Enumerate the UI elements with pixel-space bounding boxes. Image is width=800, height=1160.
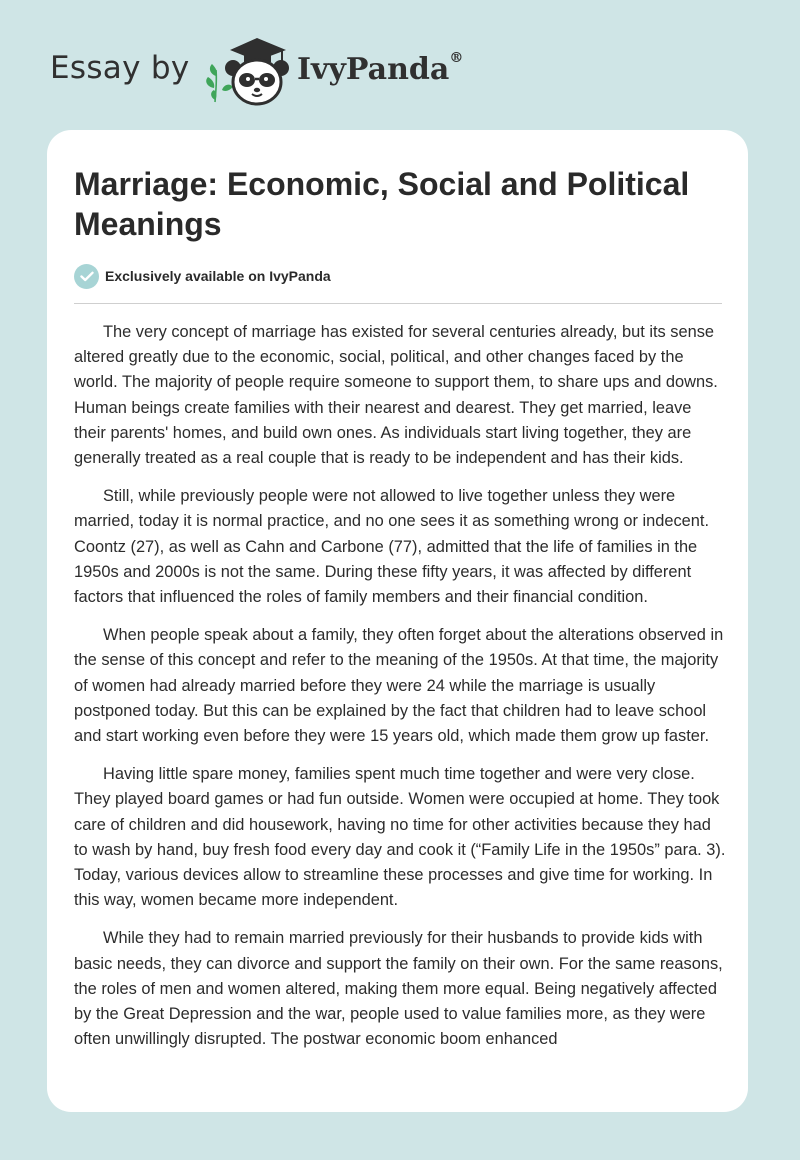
essay-by-label: Essay by [50, 50, 190, 86]
essay-card [47, 130, 748, 1112]
paragraph: Having little spare money, families spent much time together and were very close. They played board games or had fun outside. Women were occupied at home. They took care of children and did housework, having no time for other activities because they had to wash by hand, buy fresh food every day and cook it (“Family Life in the 1950s” para. 3). Today, various devices allow to streamline these processes and give time for working. In this way, women became more independent. [74, 765, 726, 910]
check-icon [74, 264, 99, 289]
paragraph: While they had to remain married previously for their husbands to provide kids with basic needs, they can divorce and support the family on their own. For the same reasons, the roles of men and women altered, making them more equal. Being negatively affected by the Great Depression and the war, people used to value families more, as they were often unwillingly disrupted. The postwar economic boom enhanced [74, 929, 723, 1049]
brand-text: IvyPanda [297, 52, 450, 87]
site-header [50, 30, 750, 110]
paragraph: The very concept of marriage has existed for several centuries already, but its sense altered greatly due to the economic, social, political, and other changes faced by the world. The majority of people require someone to support them, to share ups and downs. Human beings create families with their nearest and dearest. They get married, leave their parents' homes, and build own ones. As individuals start living together, they are generally treated as a real couple that is ready to be independent and has their kids. [74, 323, 718, 468]
exclusive-badge [74, 263, 331, 289]
brand-name[interactable] [297, 52, 463, 87]
page-title: Marriage: Economic, Social and Political Meanings [74, 166, 690, 242]
divider [74, 303, 722, 304]
paragraph: When people speak about a family, they often forget about the alterations observed in the sense of this concept and refer to the meaning of the 1950s. At that time, the majority of women had already married before they were 24 while the marriage is usually postponed today. But this can be explained by the fact that children had to leave school and start working even before they were 15 years old, which made them grow up faster. [74, 626, 724, 746]
panda-logo-icon[interactable] [202, 30, 294, 110]
essay-body [74, 320, 726, 1065]
registered-mark: ® [449, 50, 464, 66]
paragraph: Still, while previously people were not allowed to live together unless they were married, today it is normal practice, and no one sees it as something wrong or indecent. Coontz (27), as well as Cahn and Carbone (77), admitted that the life of families in the 1950s and 2000s is not the same. During these fifty years, it was affected by different factors that influenced the roles of family members and their financial condition. [74, 487, 710, 607]
exclusive-label: Exclusively available on IvyPanda [105, 268, 331, 284]
